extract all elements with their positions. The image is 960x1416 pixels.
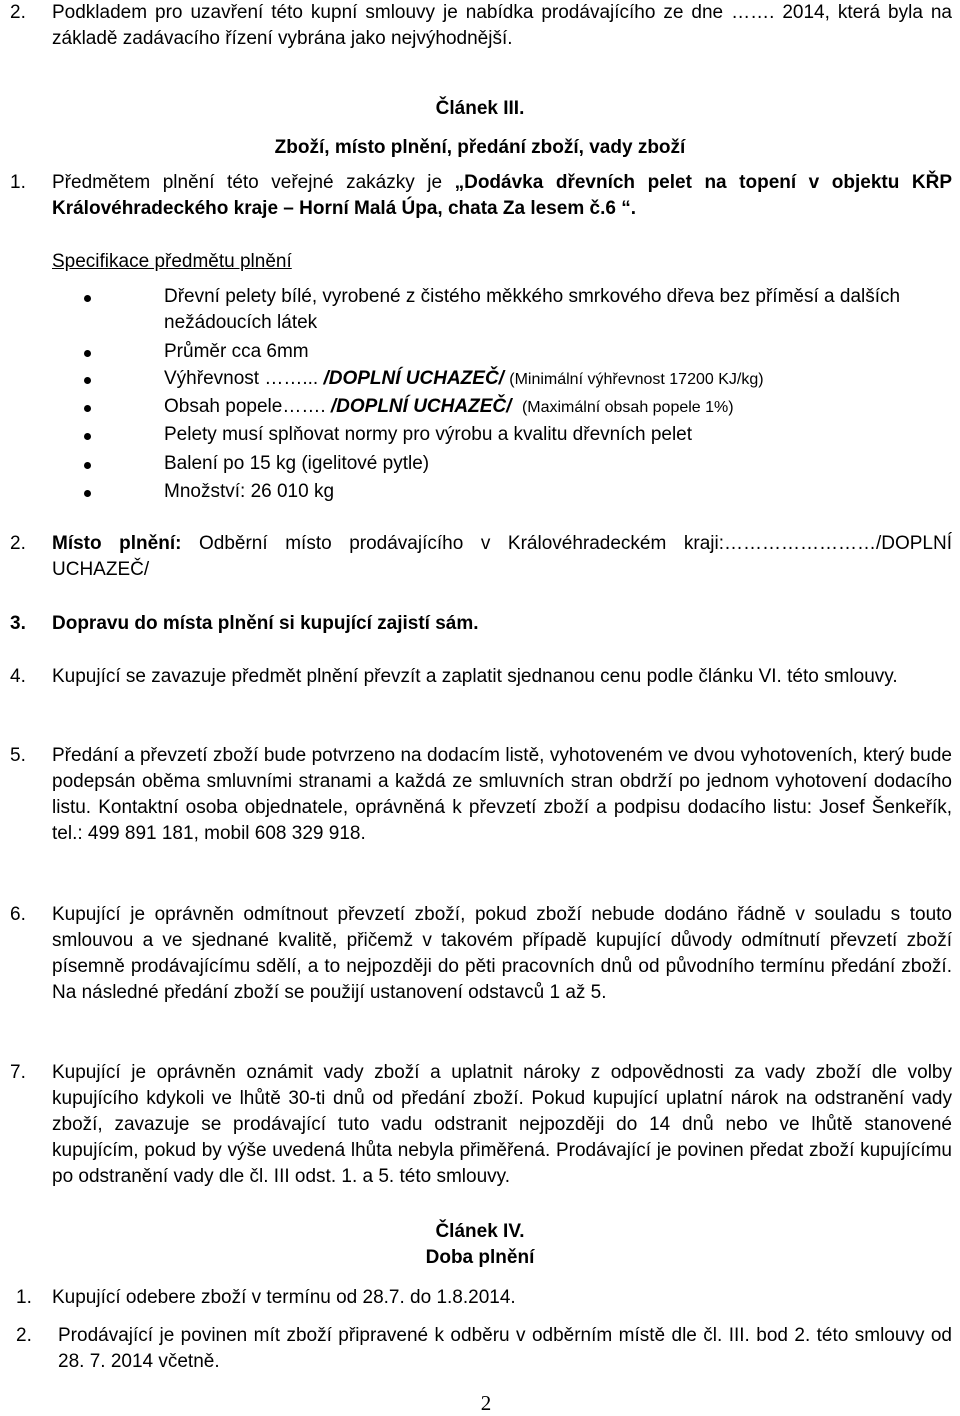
bullet-icon [84, 350, 91, 357]
bullet-text: Průměr cca 6mm [164, 341, 309, 362]
bullet-icon [84, 295, 91, 302]
item-7-text: Kupující je oprávněn oznámit vady zboží a uplatnit nároky z odpovědnosti za vady zboží dle volby kupujícího kdykoli ve lhůtě 30-ti dnů od předání zboží. Pokud kupující uplatní nárok na odstranění vady zboží, zavazuje se prodávající tuto vadu odstranit nejpozději do 14 dnů nebo ve lhůtě stanovené kupujícím, pokud by výše uvedená lhůta nebyla přiměřená. Prodávající je povinen předat zboží kupujícímu po odstranění vady dle čl. III odst. 1. a 5. této smlouvy. [52, 1062, 952, 1187]
item-number: 2. [10, 533, 26, 554]
item-number: 3. [10, 613, 26, 634]
item-6-text: Kupující je oprávněn odmítnout převzetí zboží, pokud zboží nebude dodáno řádně v souladu s touto smlouvou a ve sjednané kvalitě, přičemž v takovém případě kupující důvody odmítnutí převzetí zboží písemně prodávajícímu sdělí, a to nejpozději do pěti pracovních dnů od původního termínu předání zboží. Na následné předání zboží se použijí ustanovení odstavců 1 až 5. [52, 904, 952, 1003]
bullet-text [164, 366, 952, 393]
item-number: 1. [16, 1287, 32, 1308]
ash-note: (Maximální obsah popele 1%) [521, 399, 734, 416]
item-number: 1. [10, 172, 26, 193]
item-number: 2. [16, 1325, 32, 1346]
item-2-body: Odběrní místo prodávajícího v Královéhradeckém kraji:……………………/DOPLNÍ UCHAZEČ/ [52, 533, 953, 580]
bullet-text: Množství: 26 010 kg [164, 481, 335, 502]
ash-label: Obsah popele……. [164, 396, 331, 417]
a4-item-1-text: Kupující odebere zboží v termínu od 28.7. do 1.8.2014. [52, 1287, 516, 1308]
item-number: 6. [10, 904, 26, 925]
item-number: 7. [10, 1062, 26, 1083]
ash-placeholder: /DOPLNÍ UCHAZEČ/ [330, 396, 512, 417]
item-2-label: Místo plnění: [52, 533, 182, 554]
item-5-text: Předání a převzetí zboží bude potvrzeno na dodacím listě, vyhotoveném ve dvou vyhotoveních, který bude podepsán oběma smluvními stranami a každá ze smluvních stran obdrží po jednom vyhotovení dodacího listu. Kontaktní osoba objednatele, oprávněná k převzetí zboží a podpisu dodacího listu: Josef Šenkeřík, tel.: 499 891 181, mobil 608 329 918. [52, 745, 952, 844]
article-3-title: Článek III. [435, 98, 525, 119]
paragraph-number: 2. [10, 2, 26, 23]
bullet-text [164, 394, 952, 421]
spec-heading: Specifikace předmětu plnění [52, 251, 292, 272]
bullet-text: Balení po 15 kg (igelitové pytle) [164, 453, 430, 474]
a4-item-2-text: Prodávající je povinen mít zboží připravené k odběru v odběrním místě dle čl. III. bod 2. této smlouvy od 28. 7. 2014 včetně. [58, 1325, 952, 1372]
item-2-text [52, 531, 952, 583]
article-4-title: Článek IV. [435, 1221, 525, 1242]
bullet-icon [84, 377, 91, 384]
article-3-subtitle: Zboží, místo plnění, předání zboží, vady zboží [274, 137, 686, 158]
heat-label: Výhřevnost ……... [164, 368, 319, 389]
article-4-subtitle: Doba plnění [425, 1247, 535, 1268]
item-3-text: Dopravu do místa plnění si kupující zajistí sám. [52, 613, 479, 634]
paragraph-text: Podkladem pro uzavření této kupní smlouvy je nabídka prodávajícího ze dne ……. 2014, která byla na základě zadávacího řízení vybrána jako nejvýhodnější. [52, 2, 952, 49]
item-4-text: Kupující se zavazuje předmět plnění převzít a zaplatit sjednanou cenu podle článku VI. této smlouvy. [52, 666, 898, 687]
item-1-text-start: Předmětem plnění této veřejné zakázky je [52, 172, 455, 193]
bullet-text: Dřevní pelety bílé, vyrobené z čistého měkkého smrkového dřeva bez příměsí a dalších nežádoucích látek [164, 286, 901, 333]
bullet-text: Pelety musí splňovat normy pro výrobu a kvalitu dřevních pelet [164, 424, 693, 445]
item-1-text [52, 170, 952, 222]
item-number: 4. [10, 666, 26, 687]
item-number: 5. [10, 745, 26, 766]
bullet-icon [84, 433, 91, 440]
item-1-text-bold: „Dodávka dřevních pelet na topení v objektu KŘP Královéhradeckého kraje – Horní Malá Úpa, chata Za lesem č.6 “. [52, 172, 952, 219]
bullet-icon [84, 490, 91, 497]
heat-note: (Minimální výhřevnost 17200 KJ/kg) [509, 371, 764, 388]
heat-placeholder: /DOPLNÍ UCHAZEČ/ [323, 368, 504, 389]
bullet-icon [84, 462, 91, 469]
page-number: 2 [480, 1391, 492, 1415]
bullet-icon [84, 405, 91, 412]
